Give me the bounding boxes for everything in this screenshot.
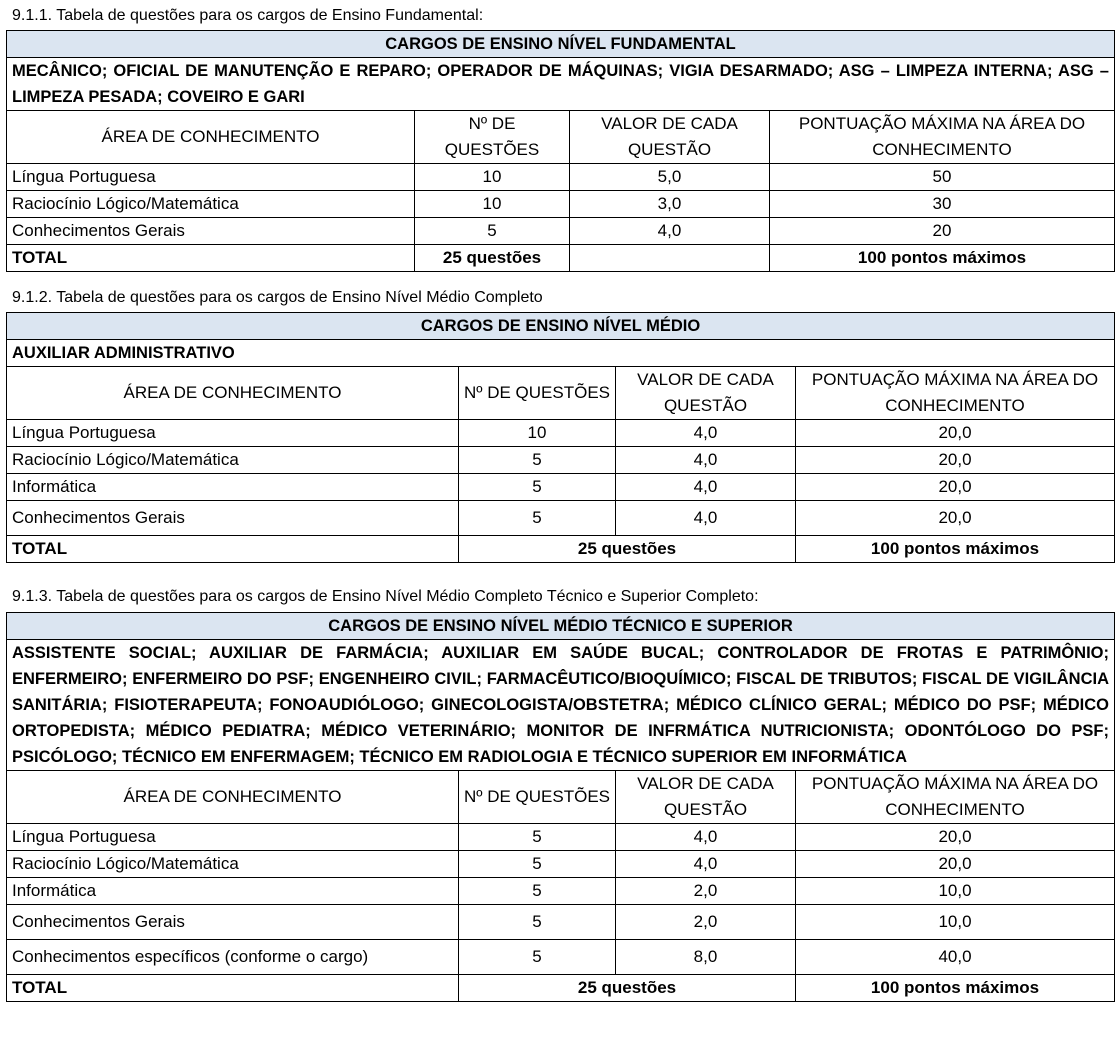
cell-pont: 10,0	[796, 878, 1115, 905]
cell-valor: 3,0	[570, 191, 770, 218]
jobs-list: ASSISTENTE SOCIAL; AUXILIAR DE FARMÁCIA; AUXILIAR EM SAÚDE BUCAL; CONTROLADOR DE FROTAS E PATRIMÔNIO; ENFERMEIRO; ENFERMEIRO DO PSF; ENGENHEIRO CIVIL; FARMACÊUTICO/BIOQUÍMICO; FISCAL DE TRIBUTOS; FISCAL DE VIGILÂNCIA SANITÁRIA; FISIOTERAPEUTA; FONOAUDIÓLOGO; GINECOLOGISTA/OBSTETRA; MÉDICO CLÍNICO GERAL; MÉDICO DO PSF; MÉDICO ORTOPEDISTA; MÉDICO PEDIATRA; MÉDICO VETERINÁRIO; MONITOR DE INFRMÁTICA NUTRICIONISTA; ODONTÓLOGO DO PSF; PSICÓLOGO; TÉCNICO EM ENFERMAGEM; TÉCNICO EM RADIOLOGIA E TÉCNICO SUPERIOR EM INFORMÁTICA	[7, 640, 1115, 771]
header-row	[7, 367, 1115, 420]
table-row	[7, 940, 1115, 975]
cell-num: 5	[459, 878, 616, 905]
header-num: Nº DE QUESTÕES	[459, 367, 616, 420]
table-row	[7, 824, 1115, 851]
total-label: TOTAL	[7, 975, 459, 1002]
cell-area: Conhecimentos Gerais	[7, 905, 459, 940]
cell-pont: 20,0	[796, 447, 1115, 474]
jobs-row	[7, 58, 1115, 111]
total-row	[7, 536, 1115, 563]
header-num: Nº DE QUESTÕES	[459, 771, 616, 824]
table-row	[7, 447, 1115, 474]
cell-area: Informática	[7, 474, 459, 501]
total-num: 25 questões	[415, 245, 570, 272]
cell-area: Conhecimentos Gerais	[7, 218, 415, 245]
table-row	[7, 164, 1115, 191]
cell-valor: 4,0	[616, 420, 796, 447]
cell-num: 5	[459, 940, 616, 975]
cell-pont: 20,0	[796, 824, 1115, 851]
cell-pont: 30	[770, 191, 1115, 218]
cell-valor: 2,0	[616, 878, 796, 905]
jobs-row	[7, 340, 1115, 367]
total-num: 25 questões	[459, 975, 796, 1002]
cell-area: Conhecimentos específicos (conforme o cargo)	[7, 940, 459, 975]
header-valor: VALOR DE CADA QUESTÃO	[616, 771, 796, 824]
cell-area: Língua Portuguesa	[7, 164, 415, 191]
cell-area: Informática	[7, 878, 459, 905]
header-area: ÁREA DE CONHECIMENTO	[7, 367, 459, 420]
cell-pont: 20	[770, 218, 1115, 245]
table-row	[7, 905, 1115, 940]
header-pont: PONTUAÇÃO MÁXIMA NA ÁREA DO CONHECIMENTO	[796, 367, 1115, 420]
cell-num: 10	[459, 420, 616, 447]
cell-valor: 4,0	[616, 824, 796, 851]
table-row	[7, 851, 1115, 878]
table-banner: CARGOS DE ENSINO NÍVEL FUNDAMENTAL	[7, 31, 1115, 58]
table-row	[7, 191, 1115, 218]
cell-area: Língua Portuguesa	[7, 824, 459, 851]
cell-num: 5	[459, 905, 616, 940]
cell-num: 5	[459, 824, 616, 851]
jobs-list: MECÂNICO; OFICIAL DE MANUTENÇÃO E REPARO; OPERADOR DE MÁQUINAS; VIGIA DESARMADO; ASG – LIMPEZA INTERNA; ASG – LIMPEZA PESADA; COVEIRO E GARI	[7, 58, 1115, 111]
table-row	[7, 218, 1115, 245]
table-medio	[6, 312, 1115, 563]
banner-row	[7, 613, 1115, 640]
cell-valor: 4,0	[570, 218, 770, 245]
section2-caption: 9.1.2. Tabela de questões para os cargos de Ensino Nível Médio Completo	[12, 289, 543, 306]
cell-pont: 20,0	[796, 501, 1115, 536]
header-pont: PONTUAÇÃO MÁXIMA NA ÁREA DO CONHECIMENTO	[796, 771, 1115, 824]
header-row	[7, 771, 1115, 824]
header-pont: PONTUAÇÃO MÁXIMA NA ÁREA DO CONHECIMENTO	[770, 111, 1115, 164]
cell-area: Raciocínio Lógico/Matemática	[7, 851, 459, 878]
table-row	[7, 501, 1115, 536]
cell-area: Língua Portuguesa	[7, 420, 459, 447]
cell-valor: 4,0	[616, 474, 796, 501]
cell-num: 5	[415, 218, 570, 245]
cell-valor: 4,0	[616, 501, 796, 536]
total-pont: 100 pontos máximos	[796, 975, 1115, 1002]
table-banner: CARGOS DE ENSINO NÍVEL MÉDIO TÉCNICO E SUPERIOR	[7, 613, 1115, 640]
cell-valor: 2,0	[616, 905, 796, 940]
table-row	[7, 878, 1115, 905]
cell-num: 10	[415, 164, 570, 191]
total-label: TOTAL	[7, 245, 415, 272]
header-row	[7, 111, 1115, 164]
jobs-list: AUXILIAR ADMINISTRATIVO	[7, 340, 1115, 367]
header-valor: VALOR DE CADA QUESTÃO	[616, 367, 796, 420]
header-valor: VALOR DE CADA QUESTÃO	[570, 111, 770, 164]
cell-valor: 5,0	[570, 164, 770, 191]
cell-pont: 10,0	[796, 905, 1115, 940]
header-area: ÁREA DE CONHECIMENTO	[7, 111, 415, 164]
cell-pont: 50	[770, 164, 1115, 191]
cell-num: 10	[415, 191, 570, 218]
total-num: 25 questões	[459, 536, 796, 563]
cell-area: Raciocínio Lógico/Matemática	[7, 447, 459, 474]
cell-area: Conhecimentos Gerais	[7, 501, 459, 536]
total-label: TOTAL	[7, 536, 459, 563]
total-row	[7, 975, 1115, 1002]
cell-num: 5	[459, 501, 616, 536]
table-fundamental	[6, 30, 1115, 272]
section1-caption: 9.1.1. Tabela de questões para os cargos de Ensino Fundamental:	[12, 7, 484, 24]
total-row	[7, 245, 1115, 272]
table-banner: CARGOS DE ENSINO NÍVEL MÉDIO	[7, 313, 1115, 340]
cell-pont: 20,0	[796, 420, 1115, 447]
total-pont: 100 pontos máximos	[796, 536, 1115, 563]
cell-num: 5	[459, 851, 616, 878]
cell-valor: 8,0	[616, 940, 796, 975]
cell-pont: 40,0	[796, 940, 1115, 975]
table-tecnico-superior	[6, 612, 1115, 1002]
cell-valor: 4,0	[616, 851, 796, 878]
total-empty	[570, 245, 770, 272]
table-row	[7, 474, 1115, 501]
banner-row	[7, 313, 1115, 340]
cell-num: 5	[459, 447, 616, 474]
jobs-row	[7, 640, 1115, 771]
cell-pont: 20,0	[796, 851, 1115, 878]
header-area: ÁREA DE CONHECIMENTO	[7, 771, 459, 824]
section3-caption: 9.1.3. Tabela de questões para os cargos de Ensino Nível Médio Completo Técnico e Superior Completo:	[12, 588, 759, 605]
banner-row	[7, 31, 1115, 58]
table-row	[7, 420, 1115, 447]
cell-area: Raciocínio Lógico/Matemática	[7, 191, 415, 218]
total-pont: 100 pontos máximos	[770, 245, 1115, 272]
header-num: Nº DE QUESTÕES	[415, 111, 570, 164]
cell-pont: 20,0	[796, 474, 1115, 501]
cell-valor: 4,0	[616, 447, 796, 474]
cell-num: 5	[459, 474, 616, 501]
